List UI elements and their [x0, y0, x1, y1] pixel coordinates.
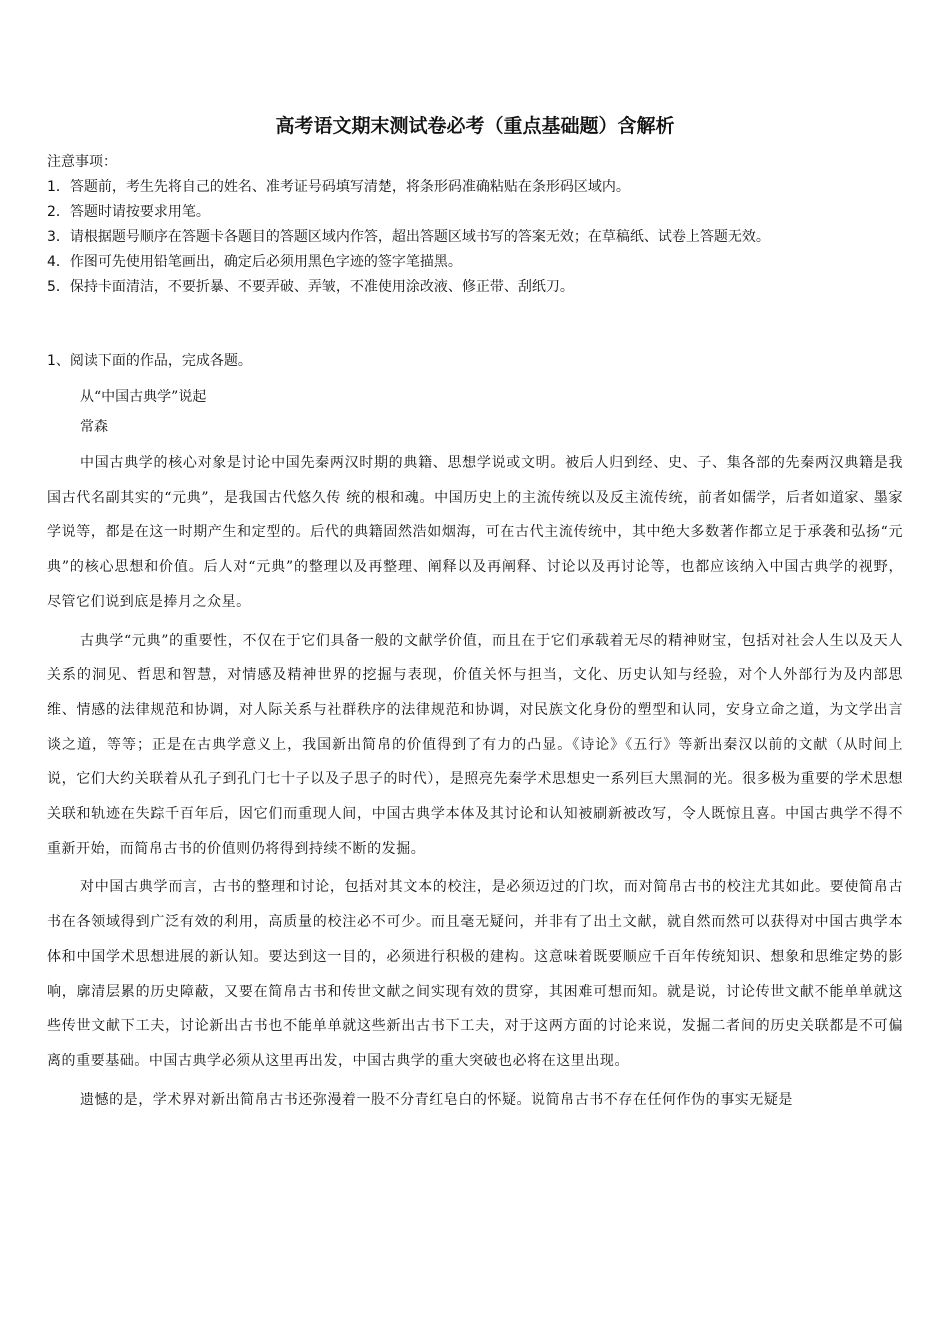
- notice-item: 5．保持卡面清洁，不要折暴、不要弄破、弄皱，不准使用涂改液、修正带、刮纸刀。: [47, 279, 574, 295]
- notice-section: [47, 150, 917, 300]
- notice-item: 1．答题前，考生先将自己的姓名、准考证号码填写清楚，将条形码准确粘贴在条形码区域内。: [47, 179, 630, 195]
- page-title: 高考语文期末测试卷必考（重点基础题）含解析: [275, 115, 675, 137]
- question-prompt: 1、阅读下面的作品，完成各题。: [47, 353, 252, 369]
- notice-item: 3．请根据题号顺序在答题卡各题目的答题区域内作答，超出答题区域书写的答案无效；在草稿纸、试卷上答题无效。: [47, 229, 770, 245]
- article-title: 从“中国古典学”说起: [80, 389, 207, 405]
- passage-paragraph: 中国古典学的核心对象是讨论中国先秦两汉时期的典籍、思想学说或文明。被后人归到经、史、子、集各部的先秦两汉典籍是我国古代名副其实的“元典”，是我国古代悠久传 统的根和魂。中国历史上的主流传统以及反主流传统，前者如儒学，后者如道家、墨家学说等，都是在这一时期产生和定型的。后代的典籍固然浩如烟海，可在古代主流传统中，其中绝大多数著作都立足于承袭和弘扬“元典”的核心思想和价值。后人对“元典”的整理以及再整理、阐释以及再阐释、讨论以及再讨论等，也都应该纳入中国古典学的视野， 尽管它们说到底是捧月之众星。: [47, 455, 903, 610]
- notice-item: 2．答题时请按要求用笔。: [47, 204, 210, 220]
- notice-item: 4．作图可先使用铅笔画出，确定后必须用黑色字迹的签字笔描黑。: [47, 254, 462, 270]
- reading-passage: [47, 382, 903, 1117]
- passage-paragraph: 古典学“元典”的重要性，不仅在于它们具备一般的文献学价值，而且在于它们承载着无尽的精神财宝，包括对社会人生以及天人关系的洞见、哲思和智慧，对情感及精神世界的挖掘与表现，价值关怀与担当，文化、历史认知与经验，对个人外部行为及内部思维、情感的法律规范和协调，对人际关系与社群秩序的法律规范和协调，对民族文化身份的塑型和认同，安身立命之道，为文学出言谈之道，等等；正是在古典学意义上，我国新出简帛的价值得到了有力的凸显。《诗论》《五行》等新出秦汉以前的文献（从时间上说，它们大约关联着从孔子到孔门七十子以及子思子的时代），是照亮先秦学术思想史一系列巨大黑洞的光。很多极为重要的学术思想关联和轨迹在失踪千百年后，因它们而重现人间，中国古典学本体及其讨论和认知被刷新被改写，令人既惊且喜。中国古典学不得不重新开始，而简帛古书的价值则仍将得到持续不断的发掘。: [47, 632, 903, 857]
- article-author: 常森: [80, 419, 108, 435]
- passage-paragraph: 遗憾的是，学术界对新出简帛古书还弥漫着一股不分青红皂白的怀疑。说简帛古书不存在任何作伪的事实无疑是: [80, 1091, 793, 1108]
- notice-heading: 注意事项：: [47, 154, 117, 170]
- passage-paragraph: 对中国古典学而言，古书的整理和讨论，包括对其文本的校注，是必须迈过的门坎，而对简帛古书的校注尤其如此。要使简帛古书在各领域得到广泛有效的利用，高质量的校注必不可少。而且毫无疑问，并非有了出土文献，就自然而然可以获得对中国古典学本体和中国学术思想进展的新认知。要达到这一目的，必须进行积极的建构。这意味着既要顺应千百年传统知识、想象和思维定势的影响，廓清层累的历史障蔽，又要在简帛古书和传世文献之间实现有效的贯穿，其困难可想而知。就是说，讨论传世文献不能单单就这些传世文献下工夫，讨论新出古书也不能单单就这些新出古书下工夫，对于这两方面的讨论来说，发掘二者间的历史关联都是不可偏离的重要基础。中国古典学必须从这里再出发，中国古典学的重大突破也必将在这里出现。: [47, 879, 903, 1069]
